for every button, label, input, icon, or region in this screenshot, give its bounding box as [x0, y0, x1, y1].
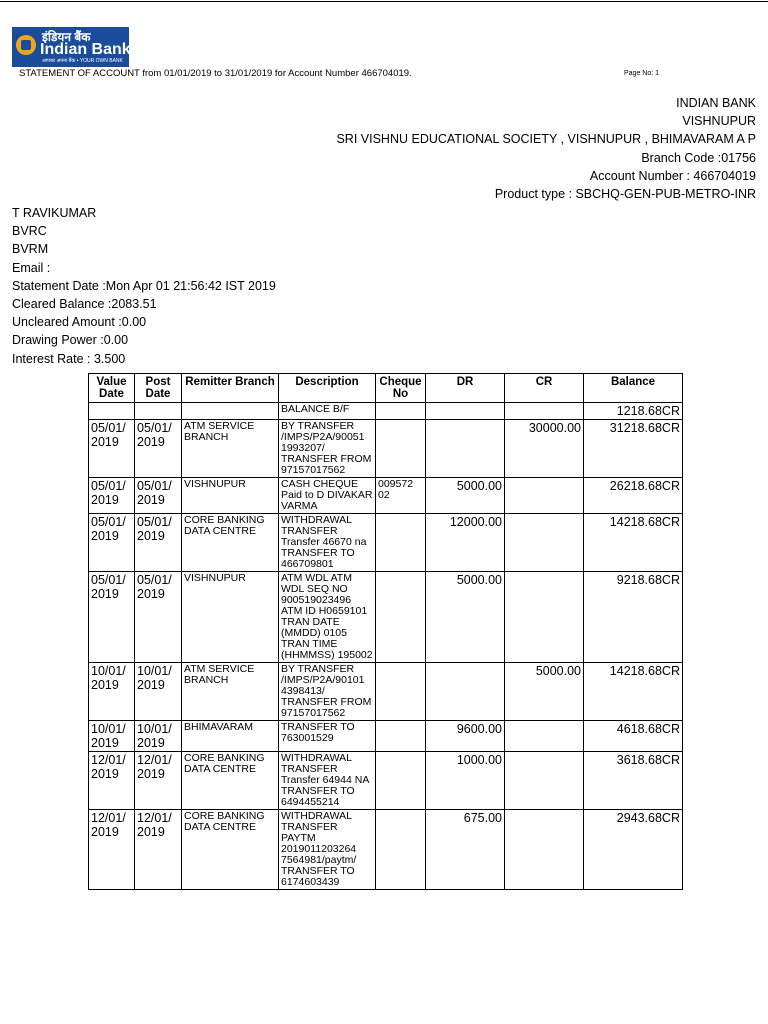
value-date-cell: 12/01/ 2019 [89, 810, 135, 890]
table-row [89, 810, 683, 890]
post-date-cell: 05/01/ 2019 [135, 572, 182, 663]
remitter-branch-cell: CORE BANKING DATA CENTRE [182, 514, 279, 572]
col-cheque-no: Cheque No [376, 374, 426, 403]
balance-cell: 4618.68CR [584, 721, 683, 752]
post-date-cell: 12/01/ 2019 [135, 752, 182, 810]
cheque-no-cell [376, 514, 426, 572]
customer-name: T RAVIKUMAR [12, 206, 97, 220]
top-rule [0, 1, 768, 2]
table-row [89, 403, 683, 420]
table-row [89, 478, 683, 514]
balance-cell: 3618.68CR [584, 752, 683, 810]
description-cell: BALANCE B/F [279, 403, 376, 420]
post-date-cell: 05/01/ 2019 [135, 420, 182, 478]
post-date-cell [135, 403, 182, 420]
description-cell: WITHDRAWAL TRANSFER PAYTM 2019011203264 7564981/paytm/ TRANSFER TO 6174603439 [279, 810, 376, 890]
table-row [89, 514, 683, 572]
cheque-no-cell [376, 810, 426, 890]
uncleared-amount: Uncleared Amount :0.00 [12, 315, 147, 330]
table-row [89, 721, 683, 752]
col-remitter-branch: Remitter Branch [182, 374, 279, 403]
col-dr: DR [426, 374, 505, 403]
dr-amount-cell: 12000.00 [426, 514, 505, 572]
description-cell: TRANSFER TO 763001529 [279, 721, 376, 752]
bank-info-block [336, 94, 756, 203]
cheque-no-cell: 009572 02 [376, 478, 426, 514]
table-row [89, 572, 683, 663]
value-date-cell: 05/01/ 2019 [89, 572, 135, 663]
customer-info-block [12, 204, 276, 368]
remitter-branch-cell: BHIMAVARAM [182, 721, 279, 752]
dr-amount-cell: 9600.00 [426, 721, 505, 752]
balance-cell: 2943.68CR [584, 810, 683, 890]
remitter-branch-cell: CORE BANKING DATA CENTRE [182, 752, 279, 810]
remitter-branch-cell: VISHNUPUR [182, 572, 279, 663]
dr-amount-cell: 5000.00 [426, 478, 505, 514]
cleared-balance: Cleared Balance :2083.51 [12, 296, 157, 311]
bank-address: SRI VISHNU EDUCATIONAL SOCIETY , VISHNUPUR , BHIMAVARAM A P [336, 132, 756, 147]
value-date-cell: 10/01/ 2019 [89, 663, 135, 721]
col-value-date: Value Date [89, 374, 135, 403]
balance-cell: 14218.68CR [584, 514, 683, 572]
transactions-body [89, 403, 683, 890]
table-header-row [89, 374, 683, 403]
post-date-cell: 05/01/ 2019 [135, 478, 182, 514]
cr-amount-cell [505, 752, 584, 810]
cr-amount-cell [505, 403, 584, 420]
interest-rate: Interest Rate : 3.500 [12, 351, 126, 366]
cr-amount-cell [505, 514, 584, 572]
dr-amount-cell [426, 663, 505, 721]
table-row [89, 663, 683, 721]
dr-amount-cell [426, 420, 505, 478]
description-cell: WITHDRAWAL TRANSFER Transfer 46670 na TRANSFER TO 466709801 [279, 514, 376, 572]
drawing-power: Drawing Power :0.00 [12, 333, 129, 348]
table-row [89, 420, 683, 478]
logo-tagline: आपका अपना बैंक • YOUR OWN BANK [42, 58, 123, 64]
value-date-cell: 05/01/ 2019 [89, 514, 135, 572]
statement-date: Statement Date :Mon Apr 01 21:56:42 IST 2019 [12, 278, 276, 293]
remitter-branch-cell [182, 403, 279, 420]
remitter-branch-cell: CORE BANKING DATA CENTRE [182, 810, 279, 890]
value-date-cell: 05/01/ 2019 [89, 478, 135, 514]
cheque-no-cell [376, 663, 426, 721]
col-post-date: Post Date [135, 374, 182, 403]
dr-amount-cell: 1000.00 [426, 752, 505, 810]
col-cr: CR [505, 374, 584, 403]
description-cell: WITHDRAWAL TRANSFER Transfer 64944 NA TRANSFER TO 6494455214 [279, 752, 376, 810]
post-date-cell: 10/01/ 2019 [135, 663, 182, 721]
balance-cell: 14218.68CR [584, 663, 683, 721]
cr-amount-cell [505, 478, 584, 514]
account-number: Account Number : 466704019 [589, 168, 756, 183]
bank-branch: VISHNUPUR [682, 114, 756, 129]
cheque-no-cell [376, 403, 426, 420]
post-date-cell: 12/01/ 2019 [135, 810, 182, 890]
table-row [89, 752, 683, 810]
cheque-no-cell [376, 572, 426, 663]
post-date-cell: 10/01/ 2019 [135, 721, 182, 752]
value-date-cell: 12/01/ 2019 [89, 752, 135, 810]
description-cell: BY TRANSFER /IMPS/P2A/90051 1993207/ TRANSFER FROM 97157017562 [279, 420, 376, 478]
post-date-cell: 05/01/ 2019 [135, 514, 182, 572]
balance-cell: 31218.68CR [584, 420, 683, 478]
bank-name: INDIAN BANK [676, 96, 756, 110]
description-cell: ATM WDL ATM WDL SEQ NO 900519023496 ATM ID H0659101 TRAN DATE (MMDD) 0105 TRAN TIME (HHMMSS) 195002 [279, 572, 376, 663]
cr-amount-cell [505, 810, 584, 890]
product-type: Product type : SBCHQ-GEN-PUB-METRO-INR [494, 186, 756, 201]
col-description: Description [279, 374, 376, 403]
branch-code: Branch Code :01756 [641, 150, 756, 165]
cr-amount-cell [505, 572, 584, 663]
transactions-table [88, 373, 683, 890]
balance-cell: 26218.68CR [584, 478, 683, 514]
bank-emblem-icon [16, 35, 36, 55]
customer-address-line1: BVRC [12, 224, 47, 239]
statement-title: STATEMENT OF ACCOUNT from 01/01/2019 to 31/01/2019 for Account Number 466704019. [19, 68, 412, 79]
cr-amount-cell: 5000.00 [505, 663, 584, 721]
dr-amount-cell: 5000.00 [426, 572, 505, 663]
customer-address-line2: BVRM [12, 242, 49, 257]
indian-bank-logo [12, 27, 129, 67]
remitter-branch-cell: ATM SERVICE BRANCH [182, 663, 279, 721]
customer-email: Email : [12, 260, 51, 275]
logo-bank-name: Indian Bank [40, 41, 131, 58]
value-date-cell [89, 403, 135, 420]
balance-cell: 9218.68CR [584, 572, 683, 663]
description-cell: BY TRANSFER /IMPS/P2A/90101 4398413/ TRANSFER FROM 97157017562 [279, 663, 376, 721]
page-number: Page No: 1 [624, 70, 660, 77]
dr-amount-cell: 675.00 [426, 810, 505, 890]
remitter-branch-cell: ATM SERVICE BRANCH [182, 420, 279, 478]
cr-amount-cell [505, 721, 584, 752]
cheque-no-cell [376, 721, 426, 752]
col-balance: Balance [584, 374, 683, 403]
logo-hindi-text: इंडियन बैंक [42, 30, 91, 44]
value-date-cell: 10/01/ 2019 [89, 721, 135, 752]
cr-amount-cell: 30000.00 [505, 420, 584, 478]
value-date-cell: 05/01/ 2019 [89, 420, 135, 478]
description-cell: CASH CHEQUE Paid to D DIVAKAR VARMA [279, 478, 376, 514]
cheque-no-cell [376, 420, 426, 478]
remitter-branch-cell: VISHNUPUR [182, 478, 279, 514]
balance-cell: 1218.68CR [584, 403, 683, 420]
cheque-no-cell [376, 752, 426, 810]
dr-amount-cell [426, 403, 505, 420]
